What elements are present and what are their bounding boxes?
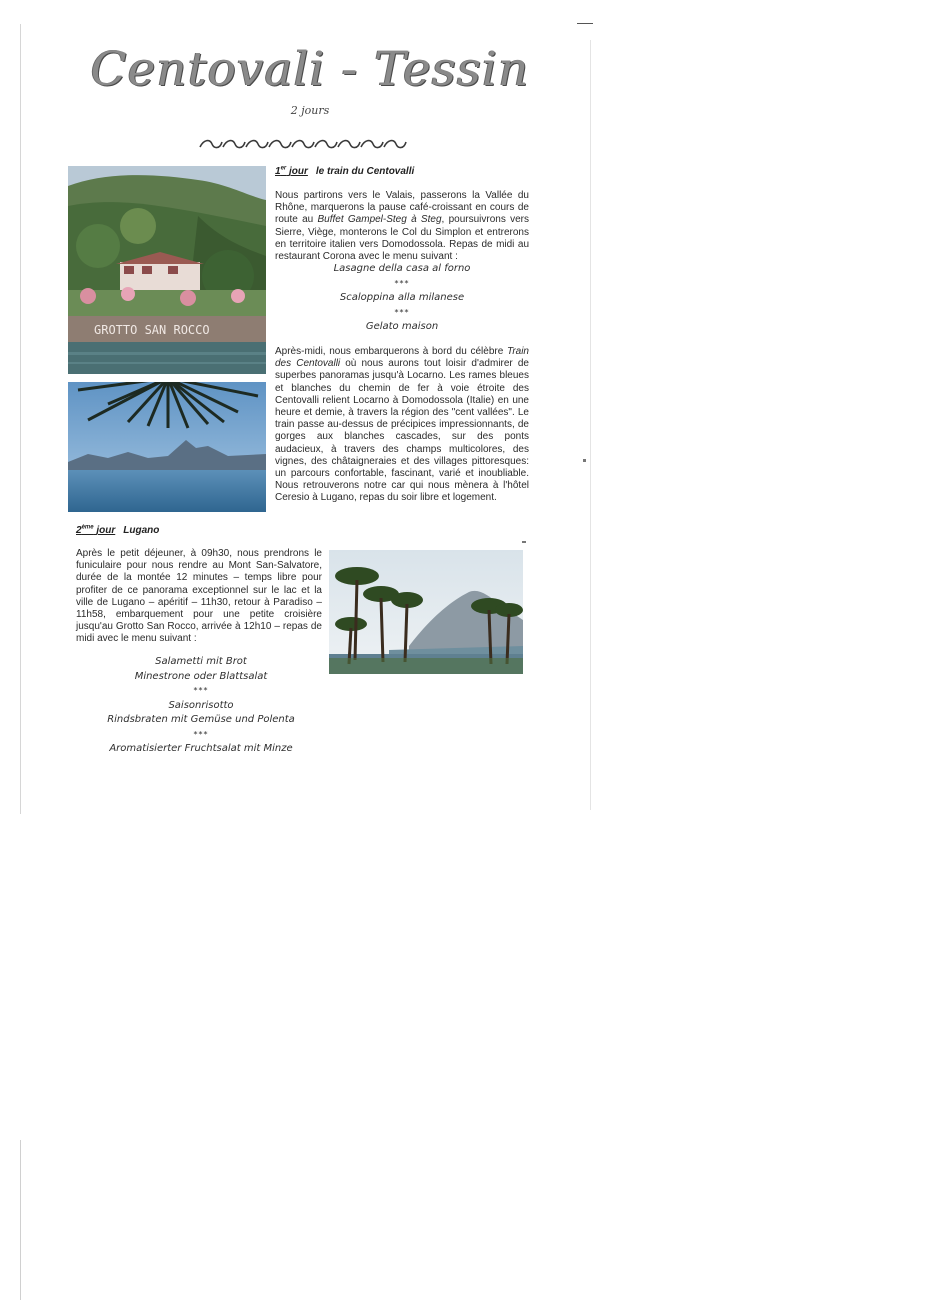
menu-item: Gelato maison: [365, 321, 439, 332]
menu-item: Minestrone oder Blattsalat: [134, 670, 268, 682]
page-title: Centovali - Tessin: [90, 42, 530, 97]
menu-separator: ***: [193, 729, 209, 739]
menu-separator: ***: [394, 278, 410, 288]
day1-heading: 1er jour le train du Centovalli: [275, 166, 415, 178]
train-name: Train des Centovalli: [275, 346, 529, 370]
photo-grotto-san-rocco: [68, 166, 266, 374]
grotto-sign-text: GROTTO SAN ROCCO: [94, 323, 210, 337]
day2-text: Après le petit déjeuner, à 09h30, nous prendrons le funiculaire pour nous rendre au Mont San-Salvatore, durée de la montée 12 minutes – temps libre pour profiter de ce panorama exceptionnel sur le lac et la ville de Lugano – apéritif – 11h30, retour à Paradiso – 11h58, embarquement pour une petite croisière jusqu'au Grotto San Rocco, arrivée à 12h10 – repas de midi avec le menu suivant :: [76, 548, 322, 645]
menu-item: Saisonrisotto: [168, 699, 234, 711]
menu-separator: ***: [193, 686, 209, 695]
menu-item: Lasagne della casa al forno: [333, 263, 471, 274]
menu-item: Aromatisierter Fruchtsalat mit Minze: [109, 743, 293, 754]
page-edge-left-lower: [20, 1140, 21, 1300]
day1-title: le train du Centovalli: [315, 166, 415, 178]
day2-menu: [76, 655, 326, 757]
menu-item: Scaloppina alla milanese: [339, 292, 465, 303]
day1-menu: [275, 262, 529, 335]
menu-item: Salametti mit Brot: [155, 656, 247, 667]
page-edge-right: [590, 40, 591, 810]
photo-lugano-palms: [329, 550, 523, 674]
decorative-divider: [198, 136, 408, 152]
photo-lake-palm: [68, 382, 266, 512]
menu-item: Rindsbraten mit Gemüse und Polenta: [107, 714, 295, 725]
day1-intro: Nous partirons vers le Valais, passerons la Vallée du Rhône, marquerons la pause café-croissant en cours de route au Buffet Gampel-Steg à Steg, poursuivrons vers Sierre, Viège, monterons le Col du Simplon et entrerons en territoire italien vers Domodossola. Repas de midi au restaurant Corona avec le menu suivant :: [275, 190, 529, 263]
scan-speck: [522, 541, 526, 543]
page-edge-left: [20, 24, 21, 814]
buffet-name: Buffet Gampel-Steg à Steg: [317, 214, 442, 226]
day1-afternoon: Après-midi, nous embarquerons à bord du célèbre Train des Centovalli où nous aurons tout loisir d'admirer de superbes panoramas jusqu'à Locarno. Les rames bleues et blanches du chemin de fer à voie étroite des Centovalli relient Locarno à Domodossola (Italie) en une heure et demie, à travers la région des "cent vallées". Le train passe au-dessus de précipices impressionnants, de gorges aux blanches cascades, sur des ponts audacieux, à travers des champs multicolores, des vignes, des châtaigneraies et des villages pittoresques: un parcours confortable, fascinant, varié et inoubliable. Nous retrouverons notre car qui nous mènera à l'hôtel Ceresio à Lugano, repas du soir libre et logement.: [275, 346, 529, 504]
page-subtitle: 2 jours: [290, 104, 330, 117]
day2-heading: 2ème jour Lugano: [76, 525, 160, 537]
menu-separator: ***: [394, 307, 410, 317]
day2-title: Lugano: [123, 525, 160, 537]
page-edge-mark: [577, 23, 593, 24]
scan-speck: [583, 459, 586, 462]
